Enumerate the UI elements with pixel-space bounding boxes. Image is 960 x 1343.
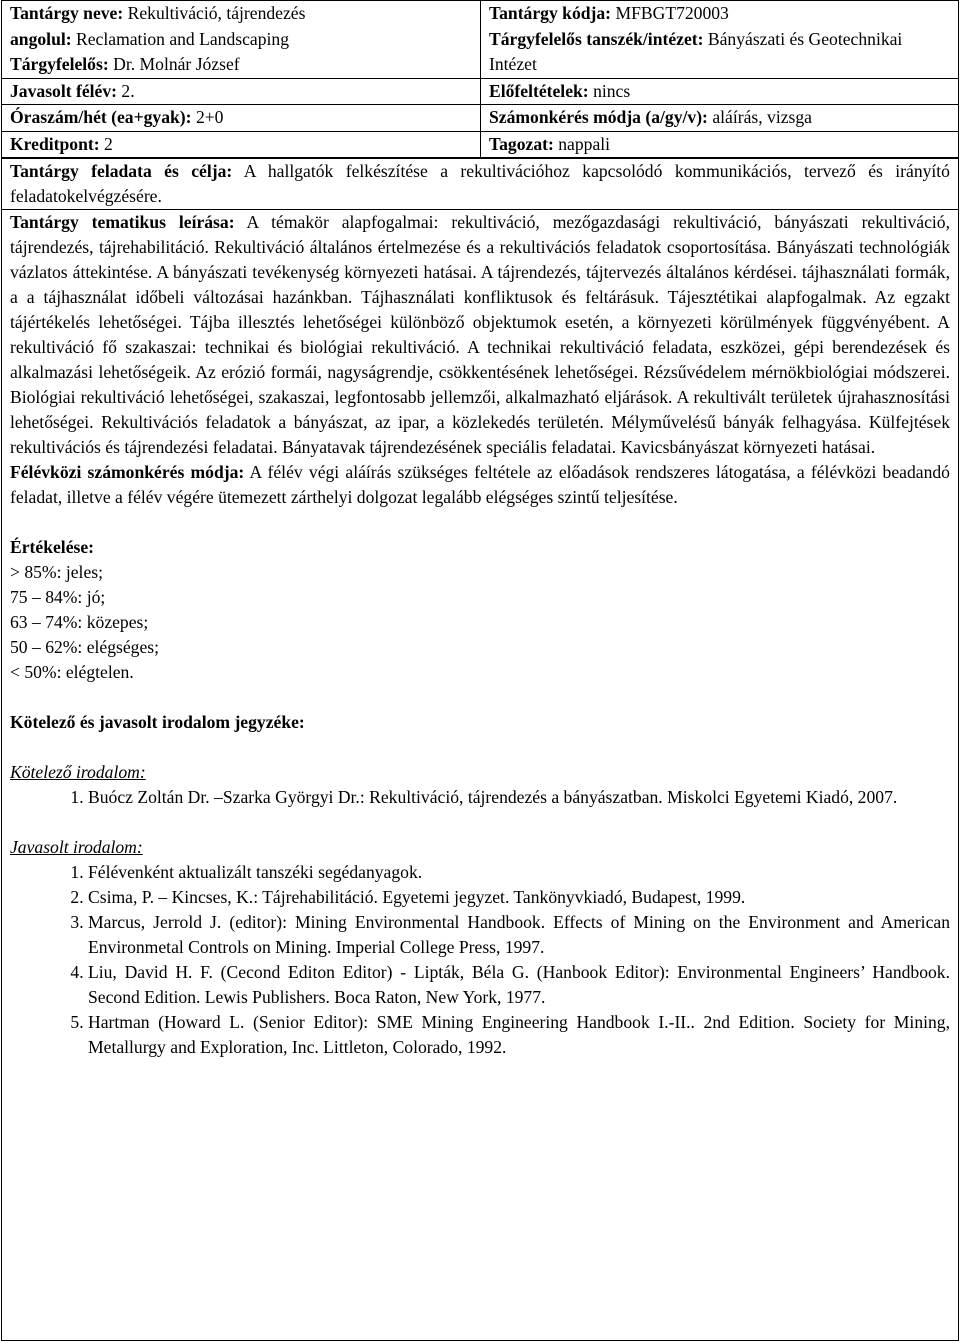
prereq-label: Előfeltételek: xyxy=(489,80,589,101)
grade-pass: 50 – 62%: elégséges; xyxy=(10,637,160,657)
required-literature-label: Kötelező irodalom: xyxy=(10,762,146,782)
midterm-text: A félév végi aláírás szükséges feltétele az előadások rendszeres látogatása, a félévközi beadandó feladat, illetve a félév végére ütemezett zárthelyi dolgozat legalább elégséges szintű teljesítése. xyxy=(10,462,950,507)
goal-text: A hallgatók felkészítése a rekultivációhoz kapcsolódó kommunikációs, tervező és irányító feladatokelvégzésére. xyxy=(10,161,950,206)
goal-section xyxy=(2,158,958,209)
english-label: angolul: xyxy=(10,28,72,49)
suggested-literature-label: Javasolt irodalom: xyxy=(10,837,143,857)
english-name: Reclamation and Landscaping xyxy=(76,28,290,49)
grade-excellent: > 85%: jeles; xyxy=(10,562,103,582)
thematic-section xyxy=(2,209,958,1060)
spacer xyxy=(10,735,950,760)
responsible-label: Tárgyfelelős: xyxy=(10,54,109,74)
semester-value: 2. xyxy=(121,80,135,101)
literature-item: 3. Marcus, Jerrold J. (editor): Mining Environmental Handbook. Effects of Mining on the Environment and American Environmetal Controls on Mining. Imperial College Press, 1997. xyxy=(88,910,950,960)
exam-value: aláírás, vizsga xyxy=(712,107,812,127)
credit-cell xyxy=(2,131,481,158)
literature-item: 2. Csima, P. – Kincses, K.: Tájrehabilitáció. Egyetemi jegyzet. Tankönyvkiadó, Budapest, 1999. xyxy=(88,885,950,910)
grade-good: 75 – 84%: jó; xyxy=(10,587,106,607)
exam-label: Számonkérés módja (a/gy/v): xyxy=(489,107,708,127)
thematic-text: A témakör alapfogalmai: rekultiváció, mezőgazdasági rekultiváció, bányászati rekultiváció, tájrendezés, tájrehabilitáció. Rekultiváció általános értelmezése és a rekultivációs feladatok csoportosítása. Bányászati technológiák vázlatos áttekintése. A bányászati tevékenység környezeti hatásai. A tájrendezés, tájtervezés általános kérdései. tájhasználati formák, a a tájhasználat időbeli változásai hazánkban. Tájhasználati konfliktusok és feltárásuk. Tájesztétikai alapfogalmak. Az egzakt tájértékelés lehetőségei. Tájba illesztés lehetőségei különböző objektumok esetén, a környezeti körülmények függvényébent. A rekultiváció fő szakaszai: technikai és biológiai rekultiváció. A technikai rekultiváció feladata, eszközei, gépi berendezések és alkalmazási lehetőségeik. Az erózió formái, nagyságrendje, csökkentésének lehetőségei. Rézsűvédelem mérnökbiológiai módszerei. Biológiai rekultiváció lehetőségei, szakaszai, legfontosabb jellemzői, alkalmazható eljárások. A rekultivált területek újrahasznosítási lehetőségei. Rekultivációs feladatok a bányászat, az ipar, a közlekedés területén. Mélyművelésű bányák felhagyása. Külfejtések rekultivációs és tájrendezési feladatai. Bányatavak tájrendezésének speciális feladatai. Kavicsbányászat környezeti hatásai. xyxy=(10,212,950,457)
dept-label: Tárgyfelelős tanszék/intézet: xyxy=(489,28,704,49)
thematic-paragraph xyxy=(10,210,950,460)
literature-item: 1. Buócz Zoltán Dr. –Szarka Györgyi Dr.: Rekultiváció, tájrendezés a bányászatban. Miskolci Egyetemi Kiadó, 2007. xyxy=(88,785,950,810)
mode-value: nappali xyxy=(558,133,611,154)
thematic-label: Tantárgy tematikus leírása: xyxy=(10,212,235,232)
dept-line xyxy=(489,27,950,78)
goal-label: Tantárgy feladata és célja: xyxy=(10,161,233,181)
prereq-value: nincs xyxy=(593,80,631,101)
semester-label: Javasolt félév: xyxy=(10,80,117,101)
english-name-line xyxy=(10,27,472,53)
midterm-label: Félévközi számonkérés módja: xyxy=(10,462,245,482)
literature-item: 5. Hartman (Howard L. (Senior Editor): SME Mining Engineering Handbook I.-II.. 2nd Edition. Society for Mining, Metallurgy and Exploration, Inc. Littleton, Colorado, 1992. xyxy=(88,1010,950,1060)
subject-code: MFBGT720003 xyxy=(615,3,729,23)
code-label: Tantárgy kódja: xyxy=(489,3,612,23)
mode-cell xyxy=(481,131,959,158)
semester-cell xyxy=(2,78,481,105)
suggested-literature-list xyxy=(10,860,950,1060)
credit-value: 2 xyxy=(104,133,113,154)
syllabus-page xyxy=(1,0,959,1341)
responsible-line xyxy=(10,52,472,78)
code-info-cell xyxy=(481,1,959,78)
header-table xyxy=(2,1,958,158)
midterm-paragraph xyxy=(10,460,950,510)
spacer xyxy=(10,810,950,835)
grade-fail: < 50%: elégtelen. xyxy=(10,662,134,682)
hours-label: Óraszám/hét (ea+gyak): xyxy=(10,107,192,127)
hours-value: 2+0 xyxy=(195,107,224,127)
dept-name: Bányászati és Geotechnikai Intézet xyxy=(489,28,903,74)
subject-info-cell xyxy=(2,1,481,78)
literature-heading: Kötelező és javasolt irodalom jegyzéke: xyxy=(10,712,305,732)
evaluation-block xyxy=(10,535,950,685)
prereq-cell xyxy=(481,78,959,105)
hours-cell xyxy=(2,105,481,132)
literature-item: 4. Liu, David H. F. (Cecond Editon Editor) - Lipták, Béla G. (Hanbook Editor): Environmental Engineers’ Handbook. Second Edition. Lewis Publishers. Boca Raton, New York, 1977. xyxy=(88,960,950,1010)
credit-label: Kreditpont: xyxy=(10,133,100,154)
spacer xyxy=(10,685,950,710)
subject-name-line xyxy=(10,1,472,27)
literature-item: 1. Félévenként aktualizált tanszéki segédanyagok. xyxy=(88,860,950,885)
evaluation-label: Értékelése: xyxy=(10,537,95,557)
spacer xyxy=(10,510,950,535)
required-literature-list xyxy=(10,785,950,810)
code-line xyxy=(489,1,950,27)
mode-label: Tagozat: xyxy=(489,133,554,154)
responsible-name: Dr. Molnár József xyxy=(113,54,240,74)
subject-name: Rekultiváció, tájrendezés xyxy=(127,3,306,23)
subject-name-label: Tantárgy neve: xyxy=(10,3,124,23)
grade-average: 63 – 74%: közepes; xyxy=(10,612,149,632)
exam-cell xyxy=(481,105,959,132)
